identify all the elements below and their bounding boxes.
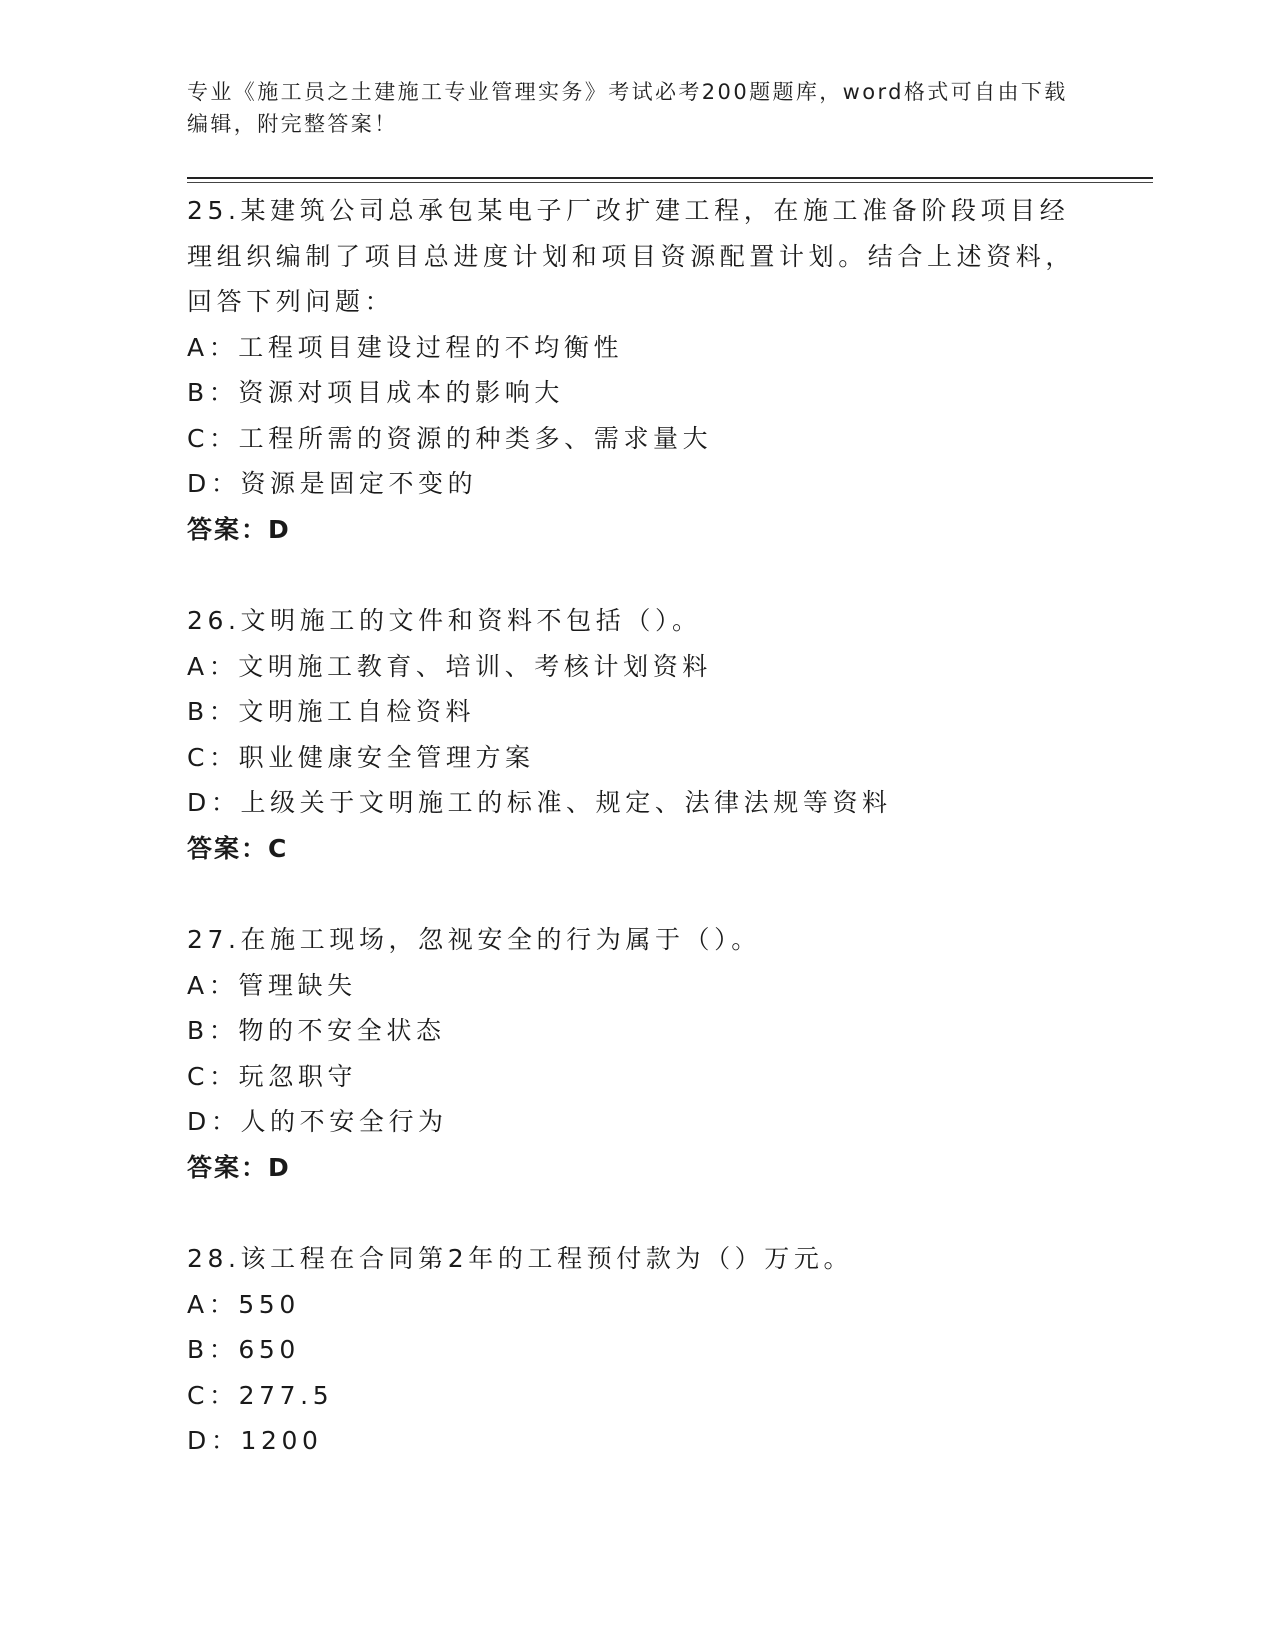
question-27 — [187, 917, 1087, 1190]
option-d: D：上级关于文明施工的标准、规定、法律法规等资料 — [187, 788, 892, 817]
option-b: B：650 — [187, 1335, 300, 1364]
option-d: D：资源是固定不变的 — [187, 469, 478, 498]
question-stem: 28.该工程在合同第2年的工程预付款为（）万元。 — [187, 1244, 854, 1273]
option-a: A：文明施工教育、培训、考核计划资料 — [187, 651, 712, 681]
question-25 — [187, 188, 1087, 552]
option-b: B：文明施工自检资料 — [187, 697, 476, 726]
option-b: B：物的不安全状态 — [187, 1016, 446, 1045]
question-26 — [187, 598, 1087, 871]
option-a: A：550 — [187, 1289, 300, 1319]
header-divider-thin — [187, 182, 1153, 183]
answer: 答案：D — [187, 514, 291, 544]
header-divider-thick — [187, 177, 1153, 179]
question-28 — [187, 1236, 1087, 1464]
answer: 答案：D — [187, 1152, 291, 1182]
answer: 答案：C — [187, 833, 289, 863]
option-a: A：工程项目建设过程的不均衡性 — [187, 332, 624, 362]
option-c: C：工程所需的资源的种类多、需求量大 — [187, 423, 713, 453]
document-header: 专业《施工员之土建施工专业管理实务》考试必考200题题库，word格式可自由下载编辑，附完整答案！ — [187, 80, 1068, 136]
option-c: C：玩忽职守 — [187, 1061, 358, 1091]
question-stem: 27.在施工现场，忽视安全的行为属于（）。 — [187, 925, 761, 954]
option-b: B：资源对项目成本的影响大 — [187, 378, 564, 407]
question-stem: 25.某建筑公司总承包某电子厂改扩建工程，在施工准备阶段项目经理组织编制了项目总进度计划和项目资源配置计划。结合上述资料，回答下列问题： — [187, 196, 1076, 316]
option-d: D：人的不安全行为 — [187, 1107, 448, 1136]
option-c: C：职业健康安全管理方案 — [187, 742, 535, 772]
option-a: A：管理缺失 — [187, 970, 357, 1000]
question-list — [187, 188, 1087, 1510]
option-c: C：277.5 — [187, 1380, 334, 1410]
question-stem: 26.文明施工的文件和资料不包括（）。 — [187, 606, 702, 635]
option-d: D：1200 — [187, 1426, 323, 1455]
